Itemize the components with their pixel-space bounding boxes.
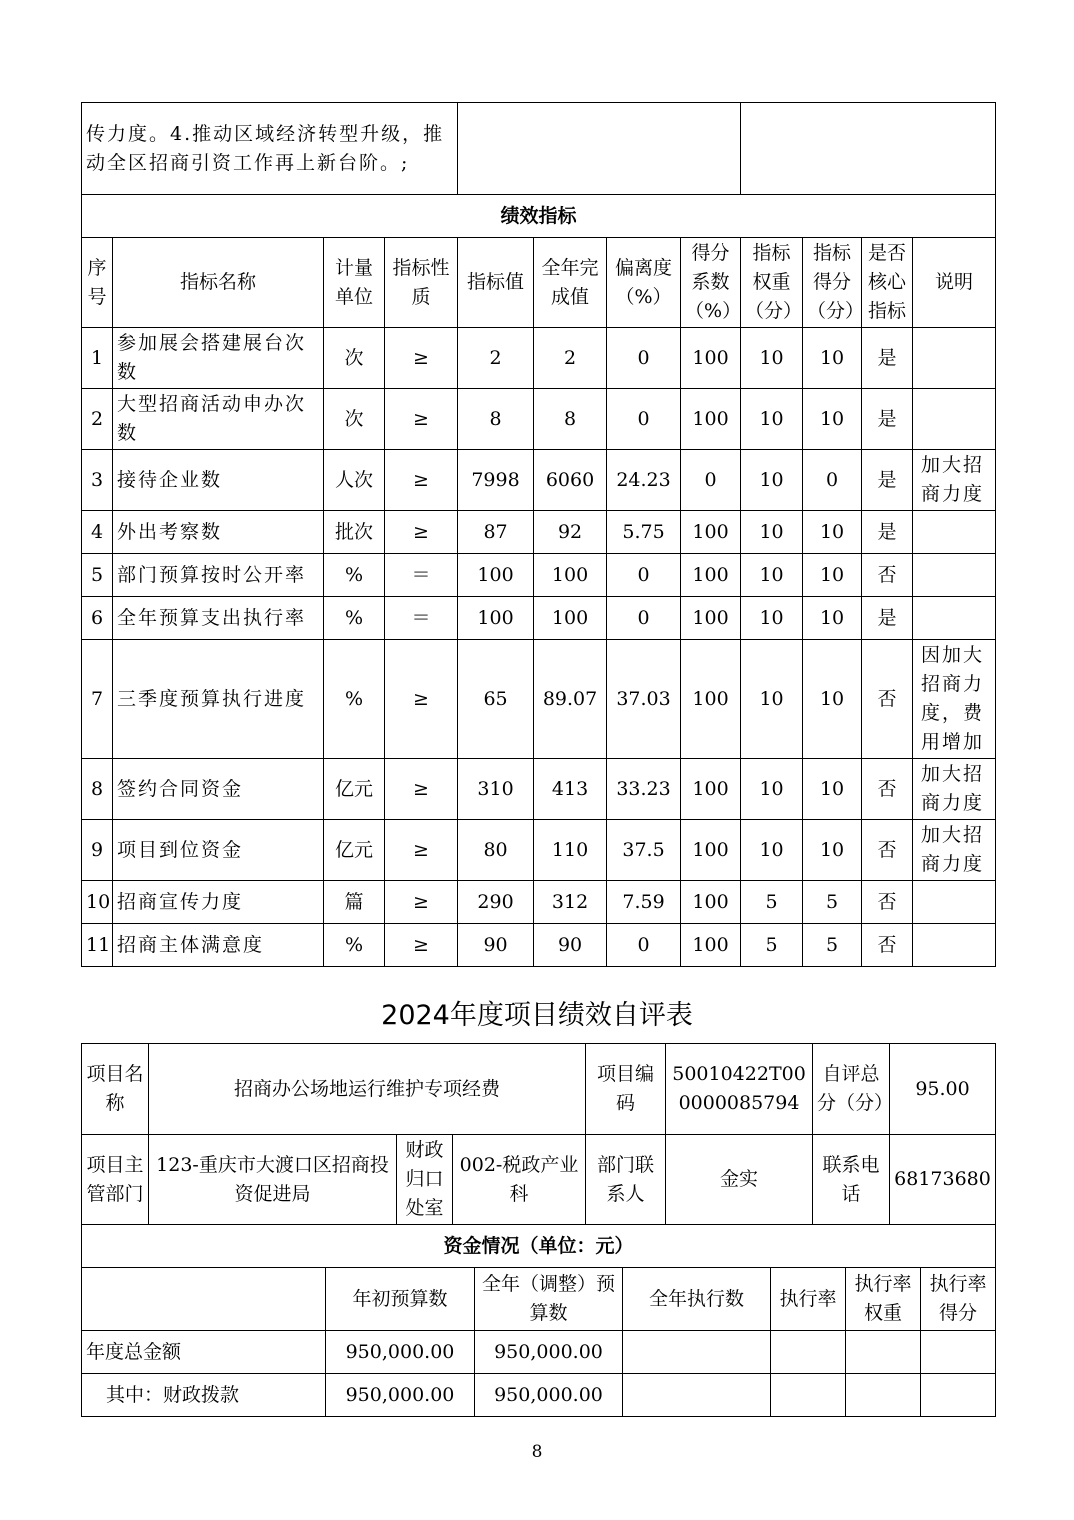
deviation: 24.23 [607, 450, 681, 511]
score: 10 [803, 640, 862, 759]
indicator-name: 全年预算支出执行率 [113, 597, 324, 640]
project-code-label: 项目编码 [586, 1044, 666, 1135]
actual-value: 2 [534, 328, 607, 389]
score-coefficient: 100 [681, 640, 741, 759]
funds-executed [623, 1331, 771, 1374]
row-number: 11 [82, 924, 113, 967]
target-value: 8 [458, 389, 534, 450]
note [913, 924, 996, 967]
funds-executed [623, 1374, 771, 1417]
nature: ≥ [385, 759, 458, 820]
unit: 亿元 [324, 820, 385, 881]
target-value: 90 [458, 924, 534, 967]
note [913, 881, 996, 924]
score-coefficient: 100 [681, 511, 741, 554]
funds-header-cell [82, 1268, 326, 1331]
self-score-value: 95.00 [890, 1044, 996, 1135]
header-cell: 指标权重（分） [741, 238, 803, 328]
indicator-row [82, 820, 996, 881]
score: 10 [803, 328, 862, 389]
funds-row [82, 1331, 996, 1374]
fragment-row [82, 103, 996, 195]
indicator-name: 外出考察数 [113, 511, 324, 554]
contact-value: 金实 [666, 1135, 813, 1225]
note: 加大招商力度 [913, 820, 996, 881]
score: 10 [803, 759, 862, 820]
note: 因加大招商力度，费用增加 [913, 640, 996, 759]
weight: 10 [741, 640, 803, 759]
weight: 5 [741, 881, 803, 924]
deviation: 7.59 [607, 881, 681, 924]
note [913, 389, 996, 450]
funds-adjusted: 950,000.00 [475, 1374, 623, 1417]
weight: 10 [741, 597, 803, 640]
funds-weight [846, 1331, 921, 1374]
actual-value: 312 [534, 881, 607, 924]
indicator-row [82, 759, 996, 820]
is-core: 是 [862, 597, 913, 640]
score-coefficient: 0 [681, 450, 741, 511]
funds-header-cell: 全年（调整）预算数 [475, 1268, 623, 1331]
header-cell: 是否核心指标 [862, 238, 913, 328]
funds-table [81, 1267, 996, 1417]
score-coefficient: 100 [681, 924, 741, 967]
indicator-name: 三季度预算执行进度 [113, 640, 324, 759]
header-cell: 偏离度（%） [607, 238, 681, 328]
nature: ＝ [385, 554, 458, 597]
row-number: 9 [82, 820, 113, 881]
target-value: 80 [458, 820, 534, 881]
funds-adjusted: 950,000.00 [475, 1331, 623, 1374]
section-title-performance: 绩效指标 [82, 195, 996, 238]
weight: 10 [741, 554, 803, 597]
row-number: 2 [82, 389, 113, 450]
phone-label: 联系电话 [813, 1135, 890, 1225]
unit: % [324, 640, 385, 759]
target-value: 290 [458, 881, 534, 924]
header-cell: 得分系数（%） [681, 238, 741, 328]
actual-value: 92 [534, 511, 607, 554]
note: 加大招商力度 [913, 759, 996, 820]
actual-value: 90 [534, 924, 607, 967]
score: 5 [803, 924, 862, 967]
score-coefficient: 100 [681, 328, 741, 389]
score-coefficient: 100 [681, 881, 741, 924]
header-cell: 指标名称 [113, 238, 324, 328]
actual-value: 100 [534, 597, 607, 640]
note: 加大招商力度 [913, 450, 996, 511]
indicator-name: 参加展会搭建展台次数 [113, 328, 324, 389]
weight: 10 [741, 389, 803, 450]
funds-header-row [82, 1268, 996, 1331]
target-value: 65 [458, 640, 534, 759]
is-core: 否 [862, 554, 913, 597]
project-info-table [81, 1043, 996, 1268]
row-number: 8 [82, 759, 113, 820]
actual-value: 110 [534, 820, 607, 881]
nature: ≥ [385, 924, 458, 967]
indicator-name: 接待企业数 [113, 450, 324, 511]
unit: 篇 [324, 881, 385, 924]
indicator-row [82, 881, 996, 924]
weight: 10 [741, 511, 803, 554]
is-core: 否 [862, 640, 913, 759]
deviation: 0 [607, 328, 681, 389]
note [913, 554, 996, 597]
performance-table [81, 102, 996, 967]
funds-initial: 950,000.00 [326, 1374, 475, 1417]
performance-header-row [82, 238, 996, 328]
funds-header-cell: 执行率 [771, 1268, 846, 1331]
section-title-funds: 资金情况（单位：元） [82, 1225, 996, 1268]
fragment-empty-cell [458, 103, 741, 195]
dept-label: 项目主管部门 [82, 1135, 149, 1225]
funds-header-cell: 全年执行数 [623, 1268, 771, 1331]
header-cell: 说明 [913, 238, 996, 328]
header-cell: 全年完成值 [534, 238, 607, 328]
fragment-empty-cell [741, 103, 996, 195]
indicator-name: 项目到位资金 [113, 820, 324, 881]
office-value: 002-税政产业科 [453, 1135, 586, 1225]
nature: ≥ [385, 881, 458, 924]
deviation: 5.75 [607, 511, 681, 554]
deviation: 0 [607, 597, 681, 640]
score: 10 [803, 554, 862, 597]
deviation: 37.5 [607, 820, 681, 881]
target-value: 100 [458, 554, 534, 597]
row-number: 6 [82, 597, 113, 640]
note [913, 328, 996, 389]
nature: ≥ [385, 820, 458, 881]
indicator-row [82, 511, 996, 554]
unit: 次 [324, 328, 385, 389]
project-code-value: 50010422T000000085794 [666, 1044, 813, 1135]
is-core: 否 [862, 820, 913, 881]
row-number: 4 [82, 511, 113, 554]
actual-value: 413 [534, 759, 607, 820]
nature: ≥ [385, 328, 458, 389]
actual-value: 100 [534, 554, 607, 597]
unit: % [324, 597, 385, 640]
deviation: 37.03 [607, 640, 681, 759]
deviation: 0 [607, 554, 681, 597]
deviation: 0 [607, 924, 681, 967]
funds-score [921, 1331, 996, 1374]
is-core: 是 [862, 511, 913, 554]
target-value: 310 [458, 759, 534, 820]
score-coefficient: 100 [681, 554, 741, 597]
funds-row [82, 1374, 996, 1417]
nature: ≥ [385, 450, 458, 511]
weight: 10 [741, 328, 803, 389]
score: 0 [803, 450, 862, 511]
funds-initial: 950,000.00 [326, 1331, 475, 1374]
row-number: 3 [82, 450, 113, 511]
is-core: 否 [862, 759, 913, 820]
header-cell: 指标性质 [385, 238, 458, 328]
indicator-name: 大型招商活动申办次数 [113, 389, 324, 450]
weight: 10 [741, 759, 803, 820]
deviation: 0 [607, 389, 681, 450]
indicator-row [82, 924, 996, 967]
score-coefficient: 100 [681, 759, 741, 820]
nature: ≥ [385, 389, 458, 450]
funds-row-label: 其中：财政拨款 [82, 1374, 326, 1417]
row-number: 1 [82, 328, 113, 389]
funds-header-cell: 执行率得分 [921, 1268, 996, 1331]
score: 10 [803, 389, 862, 450]
funds-weight [846, 1374, 921, 1417]
target-value: 7998 [458, 450, 534, 511]
indicator-name: 部门预算按时公开率 [113, 554, 324, 597]
indicator-name: 招商宣传力度 [113, 881, 324, 924]
header-cell: 指标值 [458, 238, 534, 328]
actual-value: 6060 [534, 450, 607, 511]
contact-label: 部门联系人 [586, 1135, 666, 1225]
dept-value: 123-重庆市大渡口区招商投资促进局 [149, 1135, 397, 1225]
phone-value: 68173680 [890, 1135, 996, 1225]
indicator-row [82, 640, 996, 759]
unit: 次 [324, 389, 385, 450]
note [913, 597, 996, 640]
row-number: 10 [82, 881, 113, 924]
funds-header-cell: 执行率权重 [846, 1268, 921, 1331]
score: 10 [803, 597, 862, 640]
funds-rate [771, 1374, 846, 1417]
funds-row-label: 年度总金额 [82, 1331, 326, 1374]
funds-score [921, 1374, 996, 1417]
header-cell: 指标得分（分） [803, 238, 862, 328]
row-number: 7 [82, 640, 113, 759]
funds-header-cell: 年初预算数 [326, 1268, 475, 1331]
nature: ＝ [385, 597, 458, 640]
target-value: 87 [458, 511, 534, 554]
indicator-row [82, 554, 996, 597]
indicator-row [82, 328, 996, 389]
nature: ≥ [385, 511, 458, 554]
unit: % [324, 554, 385, 597]
office-label: 财政归口处室 [397, 1135, 453, 1225]
score-coefficient: 100 [681, 820, 741, 881]
actual-value: 8 [534, 389, 607, 450]
unit: 亿元 [324, 759, 385, 820]
project-name-value: 招商办公场地运行维护专项经费 [149, 1044, 586, 1135]
indicator-name: 招商主体满意度 [113, 924, 324, 967]
unit: 批次 [324, 511, 385, 554]
unit: % [324, 924, 385, 967]
fragment-text: 传力度。4.推动区域经济转型升级，推动全区招商引资工作再上新台阶。; [82, 103, 458, 195]
is-core: 是 [862, 450, 913, 511]
weight: 10 [741, 820, 803, 881]
funds-rate [771, 1331, 846, 1374]
actual-value: 89.07 [534, 640, 607, 759]
target-value: 100 [458, 597, 534, 640]
is-core: 是 [862, 389, 913, 450]
nature: ≥ [385, 640, 458, 759]
score-coefficient: 100 [681, 597, 741, 640]
header-cell: 序号 [82, 238, 113, 328]
deviation: 33.23 [607, 759, 681, 820]
note [913, 511, 996, 554]
indicator-row [82, 389, 996, 450]
self-score-label: 自评总分（分） [813, 1044, 890, 1135]
score-coefficient: 100 [681, 389, 741, 450]
project-name-label: 项目名称 [82, 1044, 149, 1135]
is-core: 是 [862, 328, 913, 389]
document-title: 2024年度项目绩效自评表 [381, 1000, 693, 1031]
indicator-name: 签约合同资金 [113, 759, 324, 820]
page-number: 8 [531, 1442, 543, 1462]
score: 10 [803, 820, 862, 881]
weight: 10 [741, 450, 803, 511]
header-cell: 计量单位 [324, 238, 385, 328]
indicator-row [82, 450, 996, 511]
score: 10 [803, 511, 862, 554]
is-core: 否 [862, 924, 913, 967]
row-number: 5 [82, 554, 113, 597]
target-value: 2 [458, 328, 534, 389]
weight: 5 [741, 924, 803, 967]
is-core: 否 [862, 881, 913, 924]
unit: 人次 [324, 450, 385, 511]
indicator-row [82, 597, 996, 640]
score: 5 [803, 881, 862, 924]
